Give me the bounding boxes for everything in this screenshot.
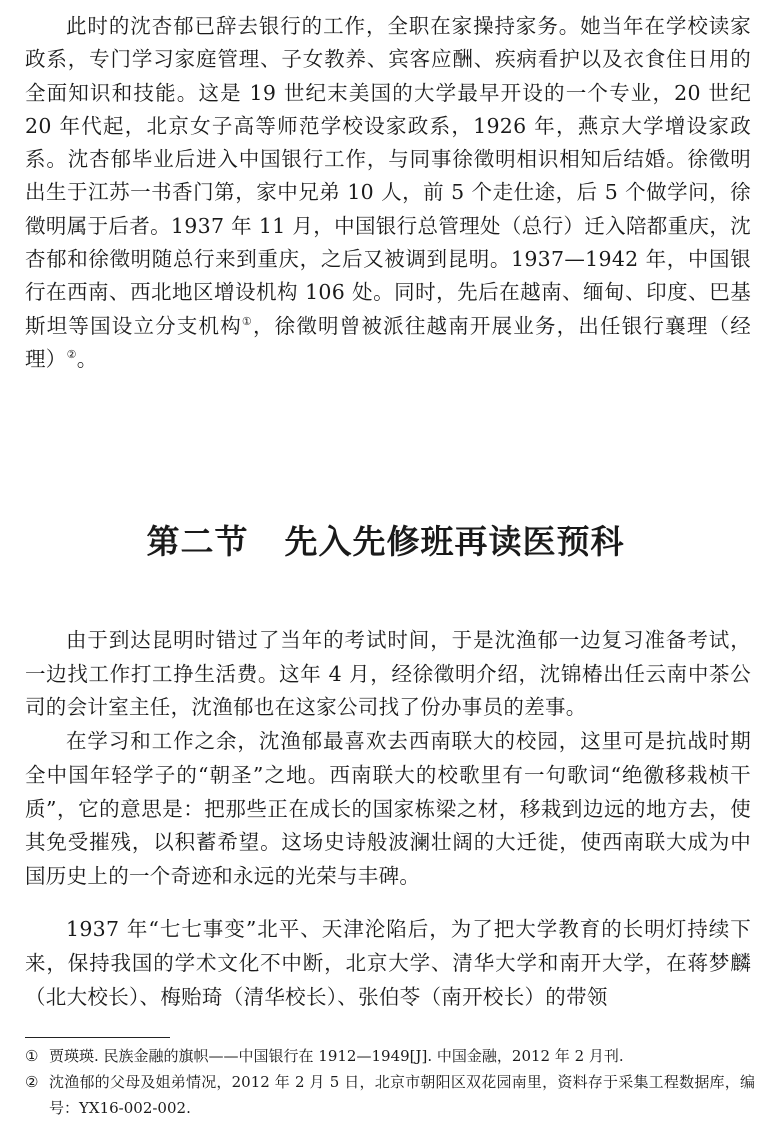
footnote-reference-2: ②	[66, 348, 77, 362]
footnote-reference-1: ①	[241, 314, 253, 328]
paragraph-text: 。	[76, 346, 98, 371]
footnote-text: 沈渔郁的父母及姐弟情况，2012 年 2 月 5 日，北京市朝阳区双花园南里，资料存于采集工程数据库，编号：YX16-002-002.	[49, 1073, 755, 1117]
footnote-marker: ①	[25, 1047, 39, 1065]
footnotes	[25, 1043, 755, 1121]
footnote-divider	[25, 1037, 170, 1038]
body-paragraph: 在学习和工作之余，沈渔郁最喜欢去西南联大的校园，这里可是抗战时期全中国年轻学子的“朝圣”之地。西南联大的校歌里有一句歌词“绝徼移栽桢干质”，它的意思是：把那些正在成长的国家栋梁之材，移栽到边远的地方去，使其免受摧残，以积蓄希望。这场史诗般波澜壮阔的大迁徙，使西南联大成为中国历史上的一个奇迹和永远的光荣与丰碑。	[25, 729, 751, 889]
footnote-item	[25, 1043, 755, 1069]
body-paragraph: 由于到达昆明时错过了当年的考试时间，于是沈渔郁一边复习准备考试，一边找工作打工挣生活费。这年 4 月，经徐徵明介绍，沈锦椿出任云南中茶公司的会计室主任，沈渔郁也在这家公司找了份办事员的差事。	[25, 628, 751, 719]
section-title	[0, 520, 771, 564]
footnote-item	[25, 1069, 755, 1121]
section-heading-text: 先入先修班再读医预科	[284, 522, 625, 561]
section-number: 第二节	[146, 522, 249, 561]
footnote-marker: ②	[25, 1073, 39, 1091]
body-paragraph: 1937 年“七七事变”北平、天津沦陷后，为了把大学教育的长明灯持续下来，保持我国的学术文化不中断，北京大学、清华大学和南开大学，在蒋梦麟（北大校长）、梅贻琦（清华校长）、张伯苓（南开校长）的带领	[25, 917, 751, 1009]
paragraph-text: 此时的沈杏郁已辞去银行的工作，全职在家操持家务。她当年在学校读家政系，专门学习家庭管理、子女教养、宾客应酬、疾病看护以及衣食住日用的全面知识和技能。这是 19 世纪末美国的大学最早开设的一个专业，20 世纪 20 年代起，北京女子高等师范学校设家政系，1926 年，燕京大学增设家政系。沈杏郁毕业后进入中国银行工作，与同事徐徵明相识相知后结婚。徐徵明出生于江苏一书香门第，家中兄弟 10 人，前 5 个走仕途，后 5 个做学问，徐徵明属于后者。1937 年 11 月，中国银行总管理处（总行）迁入陪都重庆，沈杏郁和徐徵明随总行来到重庆，之后又被调到昆明。1937—1942 年，中国银行在西南、西北地区增设机构 106 处。同时，先后在越南、缅甸、印度、巴基斯坦等国设立分支机构	[25, 14, 751, 338]
footnote-text: 贾瑛瑛. 民族金融的旗帜——中国银行在 1912—1949[J]. 中国金融，2012 年 2 月刊.	[49, 1047, 624, 1065]
body-paragraph	[25, 10, 751, 376]
paragraph-text: ，徐徵明曾被派往越南开展业务，出任银行襄理（经理）	[25, 313, 751, 371]
